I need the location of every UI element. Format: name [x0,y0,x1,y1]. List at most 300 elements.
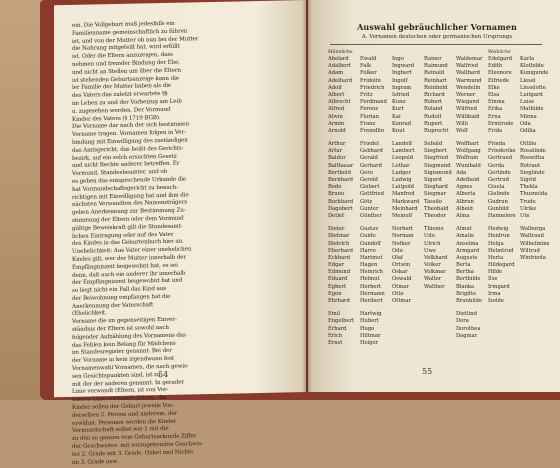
given-name: Willibald [456,113,480,120]
given-name: Ludger [392,169,411,176]
given-name: Eleonore [488,70,512,77]
given-name: Lambert [392,148,415,155]
given-name: Wilhelmine [520,240,550,247]
given-name: Dorothea [456,325,481,332]
given-name: Friedrich [360,84,385,91]
text-line: mit der der anderen genannt. In gerader [72,379,184,388]
given-name: Erika [488,106,503,113]
given-name: Alfred [328,106,345,113]
given-name: Auguste [456,254,478,261]
text-line: und nicht Rechte anderer betreffen. Er [72,160,180,170]
given-name: Helga [488,240,504,247]
given-name: Isfried [392,91,410,98]
given-name: Albrun [456,198,474,205]
given-name: Manfred [392,191,415,198]
name-column [520,50,550,347]
text-line: nehmen und fremder Bindung der Ehe, [72,59,181,68]
given-name: Günther [360,212,382,219]
given-name: Frida [488,127,503,134]
given-name: Waldemar [456,56,483,62]
text-line: zu den so ganzen vom Geburtsurkunde Ziffer [72,433,197,443]
given-name: Volkmar [424,269,446,276]
given-name: Willi [456,120,468,127]
book-gutter [302,0,312,392]
given-name: Siegmar [424,191,447,198]
given-name: Franz [360,120,376,127]
given-name: Elsa [488,91,500,98]
given-name: Ingbert [392,70,412,77]
given-name: Knut [392,127,405,134]
given-name: Berthold [328,169,351,176]
given-name: Fremdlin [360,127,385,134]
given-name: Ute [520,212,530,219]
given-name: Gebhard [360,148,383,155]
given-name: Ferdinand [360,99,387,106]
given-name: Ulrich [424,240,441,247]
given-name: Bodo [328,184,342,191]
given-name: Eckhard [328,254,351,261]
given-name: Warmund [456,77,482,84]
given-name: Bertha [456,269,474,276]
given-name: Gerhard [360,162,382,169]
text-line: im 3. Grade usw. [72,458,118,466]
given-name: Rotraut [520,162,541,169]
given-name: Gisbert [360,184,380,191]
given-name: Edelgard [488,56,513,62]
given-name: Lothar [392,162,410,169]
given-name: Gottfried [360,191,384,198]
text-line: richtigen mit Einwilligung hat und ihm die [72,191,189,201]
right-page-number: 55 [422,367,433,376]
given-name: Landolf [392,141,412,148]
text-line: es geben das entsprechende Urkunde die [72,176,187,185]
given-name: Alwin [328,113,343,120]
given-name: Berthilde [456,276,481,283]
given-name: Sieghard [424,184,448,191]
text-line: ein. Die Vollgeburt muß jedesfalls ein [72,20,175,29]
given-name: Minna [520,113,537,120]
given-name: Rudolf [424,113,442,120]
given-name: Hartwig [360,311,382,318]
given-name: Erna [488,113,501,120]
given-name: Liesel [520,77,536,84]
given-name: Dagobert [328,205,353,212]
given-name: Wilfried [456,106,478,113]
text-line: so liegt nicht ein Fall das Kind aus [72,286,167,294]
text-line: ständnis der Eltern ist sowohl nach [72,324,169,333]
given-name: Kunigunde [520,70,549,77]
given-name: Agnes [456,184,473,191]
text-line: geben Anerkennung zur Bestimmung Zu- [72,207,186,217]
given-name: Fritz [360,91,373,98]
given-name: Holger [360,339,379,346]
given-name: Alma [456,212,470,219]
text-line: namen Linie verwandt (Eltern, die [72,395,167,404]
given-name: Baldur [328,155,346,162]
given-name: Eberhard [328,247,353,254]
text-line: ist. Oder die Eltern anzuzeigen, dass [72,51,173,61]
given-name: Odo [392,247,403,254]
given-name: Hildegard [488,262,515,269]
given-name: Meinhard [392,205,418,212]
given-name: Oda [520,120,531,127]
given-name: Siegbert [424,148,447,155]
left-page [54,0,306,466]
given-name: Ernst [328,339,343,346]
names-grid [328,50,550,347]
text-line: denn, daß auch ein anderer ihr innerhalb [72,270,186,279]
text-line: Vorname die im gegenseitigen Einver- [72,316,177,326]
given-name: Armgard [456,247,480,254]
text-line: im Standesregister genannt. Bei der [72,348,172,357]
given-name: Ada [456,169,467,176]
given-name: Hagen [360,262,378,269]
given-name: Ingo [392,56,404,62]
given-name: Ruprecht [424,127,449,134]
text-line: stimmung der Eltern oder dem Vormund [72,215,184,224]
given-name: Bruno [328,191,345,198]
given-name: Ingward [392,63,415,70]
text-line: lichen Eintragung oder auf des Vater [72,231,174,240]
given-name: Rosalinde [520,148,546,155]
given-name: Sigrid [520,177,536,183]
given-name: Wunibald [456,162,481,169]
given-name: Artur [328,148,343,155]
text-line: der Beiwohnung empfangen hat die [72,293,171,302]
given-name: Wendelin [456,84,481,91]
given-name: Hartmut [360,254,383,261]
given-name: Richard [424,91,445,98]
text-line: nächsten Verwandten des Namensträgers [72,199,188,209]
column-heading: Männliche [328,50,353,55]
given-name: Götz [360,198,373,205]
given-name: Gerlinde [488,169,511,176]
given-name: Amalie [456,233,475,240]
given-name: Dora [456,318,469,325]
given-name: Adelheid [456,177,480,183]
given-name: Arnold [328,127,346,134]
given-name: Dietmar [328,233,350,240]
given-name: Adelhard [328,77,353,84]
text-line: ist stehenden Geburtsanzeige kann die [72,75,179,84]
given-name: Sebald [424,141,443,148]
given-name: Gunter [360,205,379,212]
given-name: Oskar [392,269,408,276]
given-name: Leopold [392,155,414,162]
text-line: Anerkennung der Vaterschaft [72,301,154,310]
given-name: Winfrieda [520,254,546,261]
text-line: u. zugesehen werden. Der Vormund [72,106,171,115]
given-name: Thiemo [424,226,444,233]
given-name: Odilia [520,127,536,134]
given-name: Gerald [360,155,378,162]
given-name: Adolf [328,84,342,91]
given-name: Ermtrude [488,120,514,127]
given-name: Adalbert [328,63,351,70]
given-name: Gerold [360,177,378,183]
text-line: (Ehelichkeit. [72,310,107,318]
given-name: Karla [520,56,535,62]
text-line: das Fehlen kein Belang für Mädchens [72,340,176,349]
given-name: Lieselotte [520,84,546,91]
given-name: Abelard [328,56,349,62]
given-name: Hermann [360,290,385,297]
name-column [488,50,518,347]
given-name: Hedwig [488,226,509,233]
text-line: erwähnt. Personen werden die Kinder [72,418,177,427]
given-name: Erhard [328,325,347,332]
given-name: Volker [424,262,441,269]
text-line: gültige Beweiskraft gilt die Standesamt- [72,223,183,232]
given-name: Heinrich [360,269,383,276]
given-name: Theodor [424,212,446,219]
given-name: Friederike [488,148,516,155]
text-line: die Nahrung mitgeteilt hat, wird erfüllt [72,44,180,53]
open-book [46,0,560,466]
given-name: Rainer [424,56,442,62]
given-name: Emil [328,311,341,318]
given-name: Walter [424,276,442,283]
text-line: derselben 2. Person und anderem, der [72,410,178,419]
given-name: Luitpold [392,184,414,191]
given-name: Rupert [424,120,443,127]
given-name: Wolfhart [456,141,479,148]
given-name: Ortwin [392,262,411,269]
given-name: Ewald [360,56,377,62]
given-name: Hilde [488,269,503,276]
given-name: Hiltmar [360,332,381,339]
given-name: Almut [456,226,472,233]
given-name: Florian [360,113,379,120]
given-name: Arthur [328,141,346,148]
given-name: Siegmund [424,162,451,169]
text-line: der Geschwister- mit vorzugehenden Geschwis- [72,441,203,450]
given-name: Olaf [392,254,403,261]
given-name: Dietlind [456,311,477,318]
given-name: Engelbert [328,318,355,325]
given-name: Frieda [488,141,506,148]
names-list-subtitle: A. Vornamen deutschen oder germanischen Ursprungs [361,34,513,40]
given-name: Balthasar [328,162,354,169]
given-name: Helmut [360,276,380,283]
given-name: Egbert [328,283,347,290]
given-name: Wolf [456,127,468,134]
text-line: Kinder sollen der Geburt jeweils Vor- [72,402,174,411]
given-name: Heribert [360,298,383,304]
given-name: Falk [360,63,372,70]
given-name: Hubert [360,318,379,325]
given-name: Walfried [456,63,479,70]
given-name: Luitgard [520,91,543,98]
text-line: Vormund, Standesbeamter, und ob [72,169,168,178]
given-name: Werner [456,91,476,98]
given-name: Erich [328,332,343,339]
given-name: Edmund [328,269,351,276]
given-name: Thekla [520,184,538,191]
given-name: Gundolf [360,240,381,247]
text-line: folgender Aufzählung des Vornamens das [72,332,186,341]
given-name: Brunhilde [456,298,483,304]
given-name: Volkhard [424,254,448,261]
text-line: Kindes gilt, wer der Mutter innerhalb der [72,254,187,263]
given-name: Gislinde [488,191,510,198]
text-line: Linie verwandt (Eltern, ist von Vor- [72,387,169,396]
given-name: Norman [392,233,414,240]
given-name: Hannelore [488,212,516,219]
text-line: Vornamenwahl Vornamen, die nach gewis- [72,363,189,372]
text-line: bindung mit Einwilligung des zuständigen [72,137,188,146]
given-name: Armin [328,120,345,127]
name-column [360,50,390,347]
text-line: hat Vormundschaftsgericht zu benach- [72,184,179,193]
given-name: Walther [424,283,445,290]
given-name: Theobald [424,205,449,212]
given-name: Roland [424,106,443,113]
given-name: Gustav [360,226,379,233]
given-name: Ludwig [392,177,412,183]
given-name: Meinolf [392,212,413,219]
given-name: Gisela [488,184,505,191]
given-name: Siegfried [424,155,449,162]
given-name: Fridolin [360,77,381,84]
given-name: Dieter [328,226,345,233]
given-name: Heidrun [488,233,510,240]
names-list-title: Auswahl gebräuchlicher Vornamen [357,22,517,32]
given-name: Walthard [456,70,480,77]
given-name: Adam [328,70,344,77]
given-name: Ottmar [392,298,411,304]
given-name: Gertrud [488,177,509,183]
given-name: Roswitha [520,155,545,162]
given-name: Oswald [392,276,412,283]
given-name: Uwe [424,247,436,254]
given-name: Gudrun [488,198,508,205]
given-name: Gunhild [488,205,509,212]
given-name: Irmgard [488,283,510,290]
given-name: Tassilo [424,198,442,205]
given-name: Reinhold [424,84,448,91]
text-line: Kinder des Vaters (§ 1719 BGB). [72,114,161,123]
name-column [328,50,358,347]
given-name: Eduard [328,276,348,283]
given-name: Alheid [456,205,473,212]
given-name: Edgar [328,262,345,269]
given-name: Blanka [456,283,475,290]
given-name: Burkhard [328,198,354,205]
text-line: Vorname tragen. Vornamen folgen in Ver- [72,129,186,139]
text-line: ter 2. Grade mit 3. Grade, Onkel und Nichte [72,449,194,458]
given-name: Ferenz [360,106,379,113]
name-column [456,50,486,347]
text-line: des Kindes in das Geburtenbuch hier an. [72,238,184,248]
given-name: Mathilde [520,106,544,113]
given-name: Irma [488,290,501,297]
text-line: und nicht an Stellen um über die Eltern [72,67,181,76]
given-name: Wiegand [456,99,480,106]
given-name: Egon [328,290,342,297]
given-name: Robert [424,99,442,106]
given-name: Wolfram [456,155,479,162]
given-name: Klothilde [520,63,544,70]
given-name: Otmar [392,283,409,290]
given-name: Markward [392,198,420,205]
text-line: bezirk, auf ein solch ersuchten Gesetz [72,153,177,162]
given-name: Norbert [392,226,414,233]
column-heading: Weibliche [488,50,511,55]
given-name: Trude [520,198,536,205]
text-line: der Vorname in kein irgendwann fest [72,356,174,365]
given-name: Otto [392,290,404,297]
text-line: ler Familie der Mutter haben als die [72,83,172,92]
given-name: Alberta [456,191,476,198]
text-line: des Vaters das zuletzt erwartete §§ [72,91,168,100]
given-name: Anselma [456,240,479,247]
given-name: Luise [520,99,535,106]
given-name: Herta [488,254,504,261]
text-line: Familienname gemeinschaftlich zu führen [72,28,188,37]
text-line: das Amtsgericht, das heißt des Gerichts- [72,145,184,154]
given-name: Edith [488,63,503,70]
given-name: Wolfgang [456,148,481,155]
right-page [308,0,560,392]
given-name: Berta [456,262,471,269]
given-name: Ottilie [520,141,537,148]
given-name: Ingolf [392,77,408,84]
given-name: Detlef [328,212,344,219]
given-name: Dietrich [328,240,350,247]
given-name: Sigurd [424,177,442,183]
given-name: Raimund [424,63,448,70]
given-name: Ulrike [520,205,537,212]
title-divider [330,44,542,45]
given-name: Kurt [392,106,404,113]
text-line: Empfängniszeit beigewohnt hat, es sei [72,262,178,271]
given-name: Gerda [488,162,505,169]
given-name: Elfriede [488,77,509,84]
given-name: Ingram [392,84,412,91]
given-name: Brigitte [456,290,477,297]
given-name: Sigismund [424,169,452,176]
given-name: Dagmar [456,332,478,339]
given-name: Wiltrud [520,247,540,254]
given-name: Albert [328,91,345,98]
given-name: Guido [360,233,376,240]
given-name: Elke [488,84,500,91]
given-name: Herbert [360,283,382,290]
given-name: Friedel [360,141,379,148]
given-name: Udo [424,233,435,240]
given-name: Sieglinde [520,169,545,176]
given-name: Thusnelda [520,191,548,198]
name-column [392,50,422,347]
given-name: Harro [360,247,376,254]
given-name: Konrad [392,120,412,127]
given-name: Gero [360,169,373,176]
text-line: ist, und von der Mutter ob nun bei der Mutter [72,35,199,45]
given-name: Kai [392,113,401,120]
left-page-text [72,18,292,467]
text-line: Die Vorname dar nach der sich bestimmen [72,121,190,131]
text-line: im Leben zu und der Vorbeizug am Leib [72,98,182,107]
text-line: Vormundschaft selbst wie 1 mit die [72,426,169,435]
given-name: Gertraud [488,155,513,162]
text-line: Unehelichkeit: Aus Vater einer unehelichen [72,246,192,256]
given-name: Emma [488,99,505,106]
name-column [424,50,454,347]
given-name: Ilse [488,276,498,283]
given-name: Helmtrud [488,247,514,254]
given-name: Waltraud [520,233,544,240]
